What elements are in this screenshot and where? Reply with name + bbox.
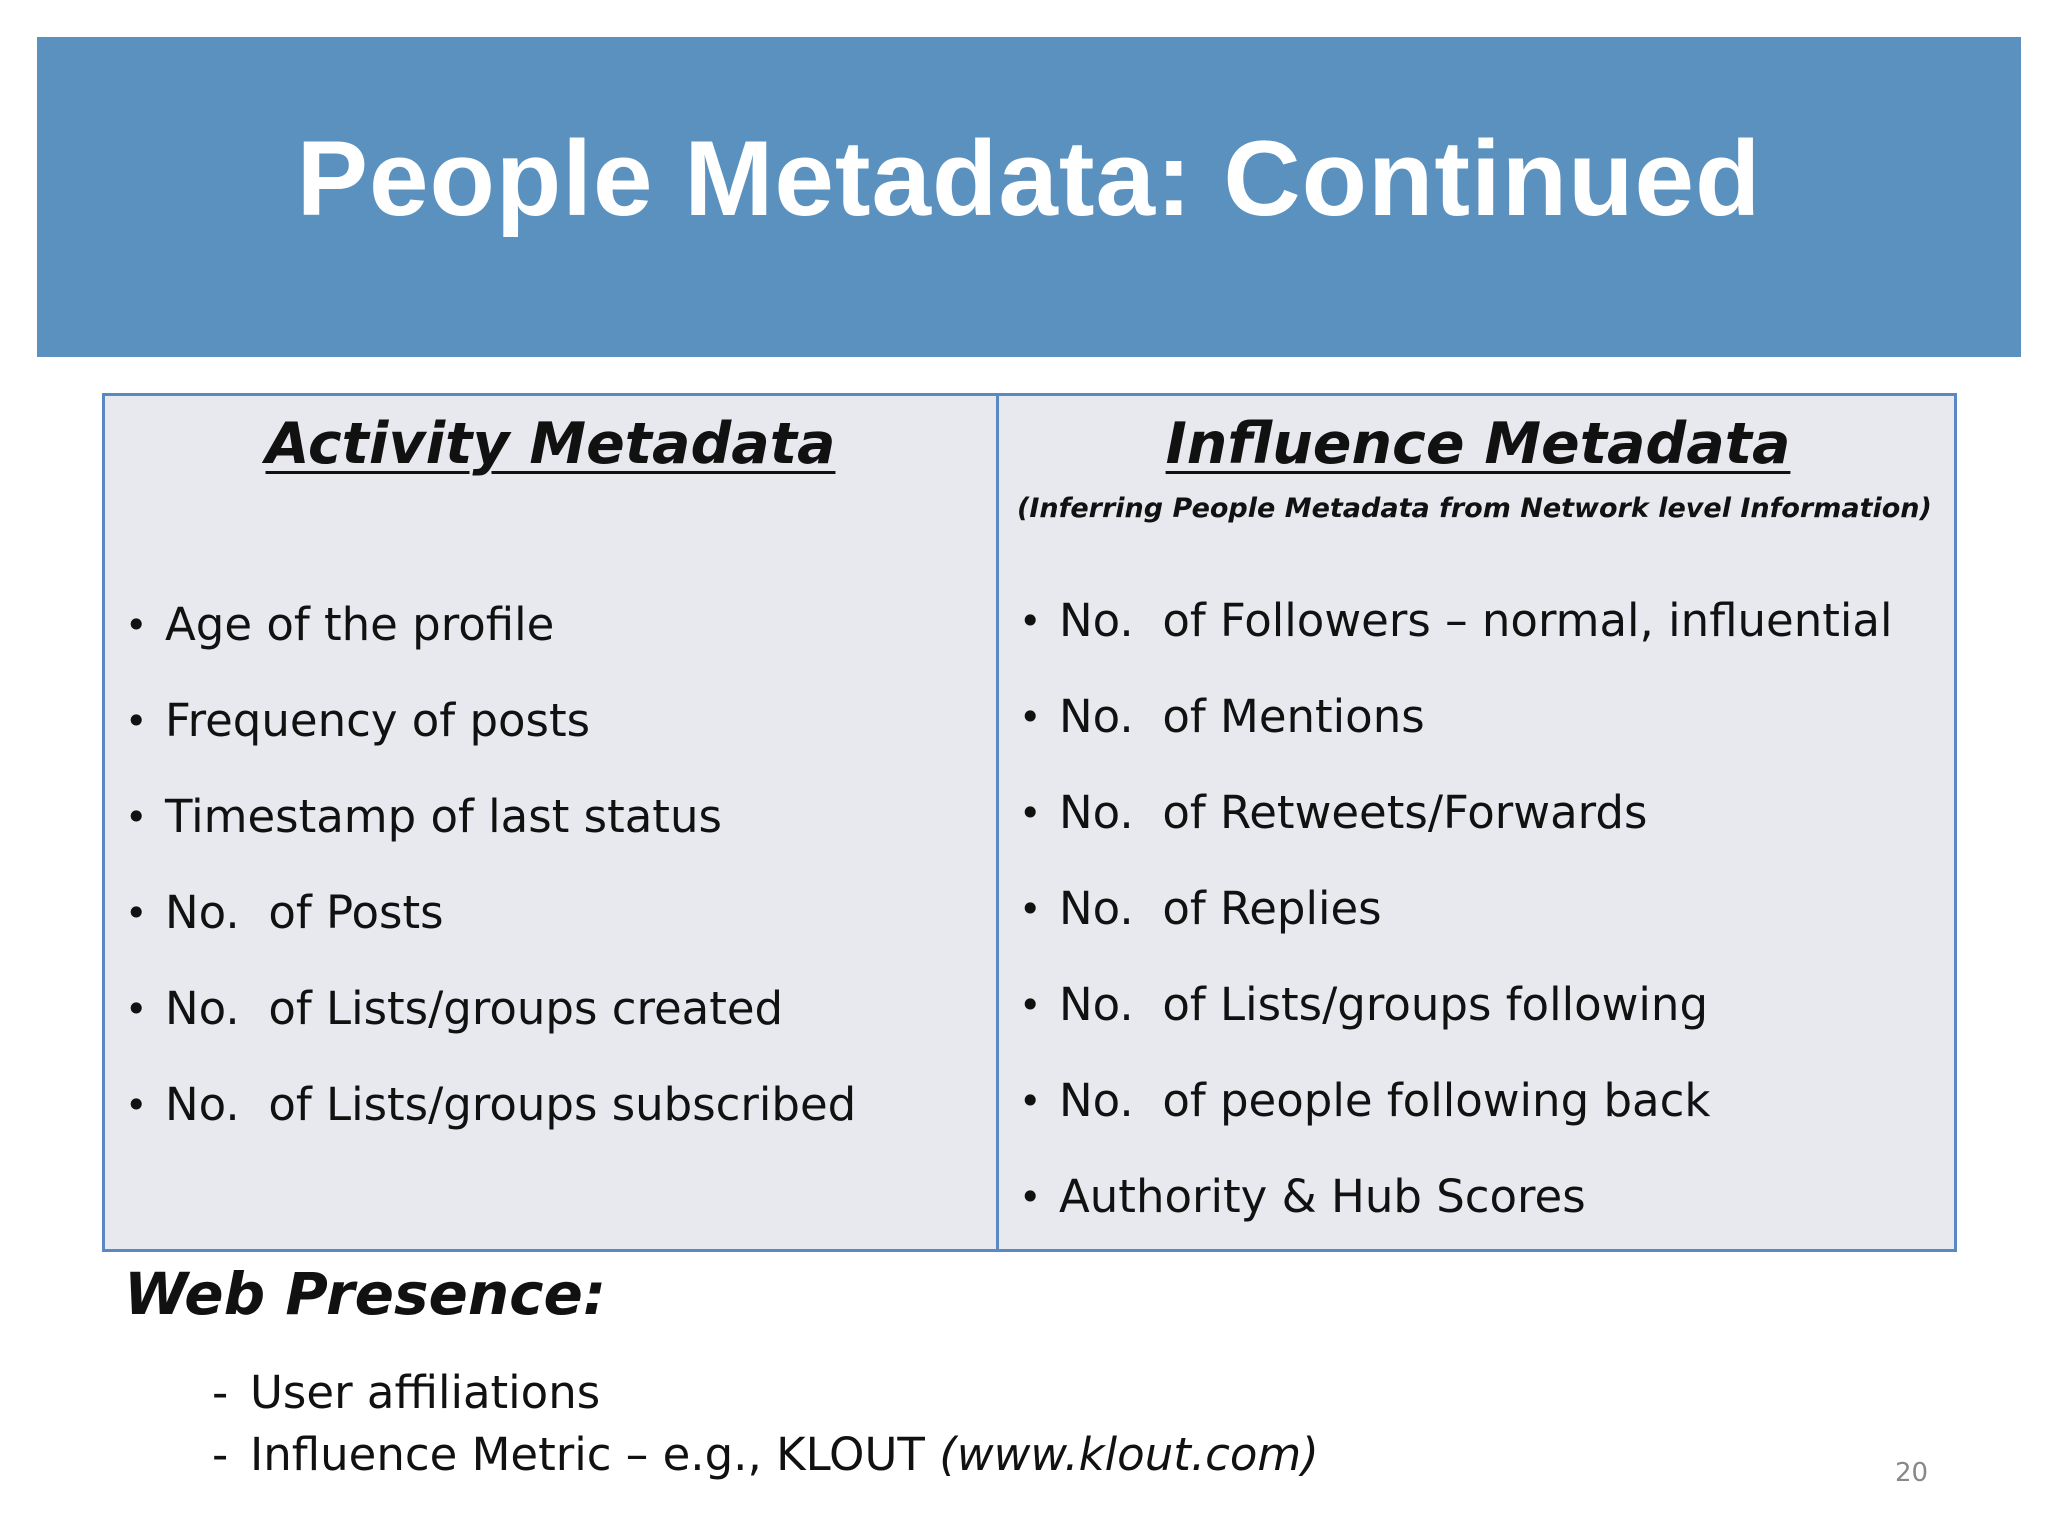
activity-heading: Activity Metadata <box>265 411 836 477</box>
list-item: • Authority & Hub Scores <box>999 1168 1893 1264</box>
influence-column <box>999 396 1957 1249</box>
bullet-icon: • <box>1019 1079 1042 1123</box>
list-item: • No. of Followers – normal, influential <box>999 592 1893 688</box>
list-item: • Age of the profile <box>105 596 856 692</box>
activity-column <box>105 396 996 1249</box>
list-item: • No. of Lists/groups created <box>105 980 856 1076</box>
web-item-text: User affiliations <box>250 1366 601 1419</box>
bullet-icon: • <box>125 699 148 743</box>
list-item: • No. of Lists/groups following <box>999 976 1893 1072</box>
web-presence-heading: Web Presence: <box>124 1260 607 1328</box>
list-item: • No. of Lists/groups subscribed <box>105 1076 856 1172</box>
list-item: • Frequency of posts <box>105 692 856 788</box>
list-item: • No. of people following back <box>999 1072 1893 1168</box>
bullet-icon: • <box>125 891 148 935</box>
list-item: • No. of Replies <box>999 880 1893 976</box>
bullet-icon: • <box>125 1083 148 1127</box>
page-number: 20 <box>1895 1458 1929 1488</box>
dash-marker: - <box>212 1366 229 1419</box>
list-item: • Timestamp of last status <box>105 788 856 884</box>
slide-title: People Metadata: Continued <box>296 118 1762 238</box>
title-bar <box>37 37 2021 357</box>
web-item-text: Influence Metric – e.g., KLOUT <box>250 1428 940 1481</box>
list-item: • No. of Posts <box>105 884 856 980</box>
list-item: • No. of Mentions <box>999 688 1893 784</box>
bullet-icon: • <box>125 987 148 1031</box>
web-presence-list <box>212 1362 1319 1486</box>
bullet-icon: • <box>125 795 148 839</box>
bullet-icon: • <box>1019 599 1042 643</box>
metadata-table <box>102 393 1957 1252</box>
dash-marker: - <box>212 1428 229 1481</box>
list-item <box>212 1362 1319 1424</box>
influence-list <box>999 592 1893 1264</box>
bullet-icon: • <box>1019 983 1042 1027</box>
bullet-icon: • <box>1019 791 1042 835</box>
bullet-icon: • <box>125 603 148 647</box>
list-item <box>212 1424 1319 1486</box>
bullet-icon: • <box>1019 887 1042 931</box>
bullet-icon: • <box>1019 695 1042 739</box>
list-item: • No. of Retweets/Forwards <box>999 784 1893 880</box>
activity-list <box>105 596 856 1172</box>
influence-subheading: (Inferring People Metadata from Network level Information) <box>1017 493 1932 524</box>
bullet-icon: • <box>1019 1175 1042 1219</box>
influence-heading: Influence Metadata <box>1165 411 1791 477</box>
klout-link-text: (www.klout.com) <box>939 1428 1319 1481</box>
